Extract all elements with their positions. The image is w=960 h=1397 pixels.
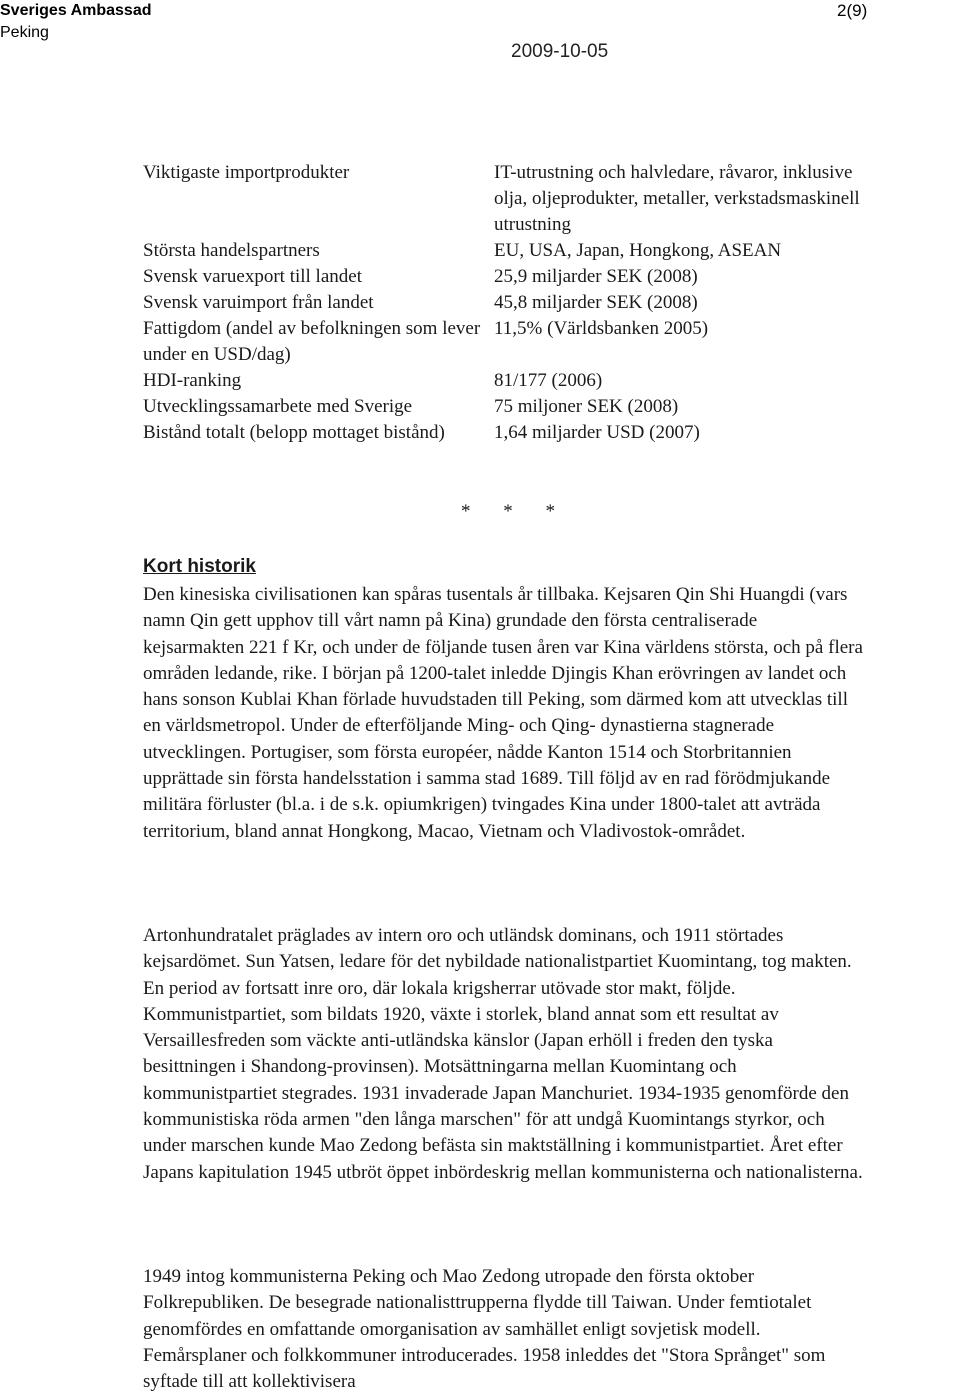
history-paragraph-1: Den kinesiska civilisationen kan spåras tusentals år tillbaka. Kejsaren Qin Shi Huangdi (vars namn Qin gett upphov till vårt namn på Kina) grundade den första centraliserade kejsarmakten 221 f Kr, och under de följande tusen åren var Kina världens största, och på flera områden ledande, rike. I början på 1200-talet inledde Djingis Khan erövringen av landet och hans sonson Kublai Khan förlade huvudstaden till Peking, som därmed kom att utvecklas till en världsmetropol. Under de efterföljande Ming- och Qing- dynastierna stagnerade utvecklingen. Portugiser, som första européer, nådde Kanton 1514 och Storbritannien upprättade sin första handelsstation i samma stad 1689. Till följd av en rad förödmjukande militära förluster (bl.a. i de s.k. opiumkrigen) tvingades Kina under 1800-talet att avträda territorium, bland annat Hongkong, Macao, Vietnam och Vladivostok-området. <box>143 584 863 842</box>
section-separator: * * * <box>461 501 569 522</box>
fact-row <box>143 160 863 238</box>
fact-label: Svensk varuexport till landet <box>143 266 362 287</box>
fact-value: 1,64 miljarder USD (2007) <box>494 422 700 443</box>
section-heading: Kort historik <box>143 556 256 577</box>
fact-value: 45,8 miljarder SEK (2008) <box>494 292 698 313</box>
fact-label: HDI-ranking <box>143 370 242 391</box>
history-paragraph-2: Artonhundratalet präglades av intern oro och utländsk dominans, och 1911 störtades kejsardömet. Sun Yatsen, ledare för det nybildade nationalistpartiet Kuomintang, tog makten. En period av fortsatt inre oro, där lokala krigsherrar utövade stor makt, följde. Kommunistpartiet, som bildats 1920, växte i storlek, bland annat som ett resultat av Versaillesfreden som väckte anti-utländska känslor (Japan erhöll i freden den tyska besittningen i Shandong-provinsen). Motsättningarna mellan Kuomintang och kommunistpartiet stegrades. 1931 invaderade Japan Manchuriet. 1934-1935 genomförde den kommunistiska röda armen "den långa marschen" för att undgå Kuomintangs styrkor, och under marschen kunde Mao Zedong befästa sin maktställning i kommunistpartiet. Året efter Japans kapitulation 1945 utbröt öppet inbördeskrig mellan kommunisterna och nationalisterna. <box>143 925 863 1183</box>
fact-label: Viktigaste importprodukter <box>143 162 350 183</box>
letterhead <box>0 0 151 44</box>
fact-label: Största handelspartners <box>143 240 320 261</box>
fact-label: Fattigdom (andel av befolkningen som lever under en USD/dag) <box>143 318 481 365</box>
fact-value: 81/177 (2006) <box>494 370 603 391</box>
embassy-city: Peking <box>0 24 49 41</box>
fact-row <box>143 368 863 394</box>
fact-value: 75 miljoner SEK (2008) <box>494 396 679 417</box>
fact-value: IT-utrustning och halvledare, råvaror, inklusive olja, oljeprodukter, metaller, verkstadsmaskinell utrustning <box>494 162 860 235</box>
fact-row <box>143 290 863 316</box>
fact-value: 25,9 miljarder SEK (2008) <box>494 266 698 287</box>
fact-row <box>143 316 863 368</box>
document-date: 2009-10-05 <box>511 41 609 62</box>
fact-value: 11,5% (Världsbanken 2005) <box>494 318 709 339</box>
fact-label: Svensk varuimport från landet <box>143 292 374 313</box>
history-paragraph-3: 1949 intog kommunisterna Peking och Mao Zedong utropade den första oktober Folkrepubliken. De besegrade nationalisttrupperna flydde till Taiwan. Under femtiotalet genomfördes en omfattande omorganisation av samhället enligt sovjetisk modell. Femårsplaner och folkkommuner introducerades. 1958 inleddes det "Stora Språnget" som syftade till att kollektivisera <box>143 1266 826 1393</box>
fact-row <box>143 238 863 264</box>
fact-row <box>143 420 863 446</box>
embassy-name: Sveriges Ambassad <box>0 2 152 19</box>
fact-label: Utvecklingssamarbete med Sverige <box>143 396 413 417</box>
page-number: 2(9) <box>837 1 868 20</box>
fact-row <box>143 264 863 290</box>
fact-row <box>143 394 863 420</box>
facts-table <box>143 160 863 446</box>
fact-label: Bistånd totalt (belopp mottaget bistånd) <box>143 422 445 443</box>
fact-value: EU, USA, Japan, Hongkong, ASEAN <box>494 240 782 261</box>
